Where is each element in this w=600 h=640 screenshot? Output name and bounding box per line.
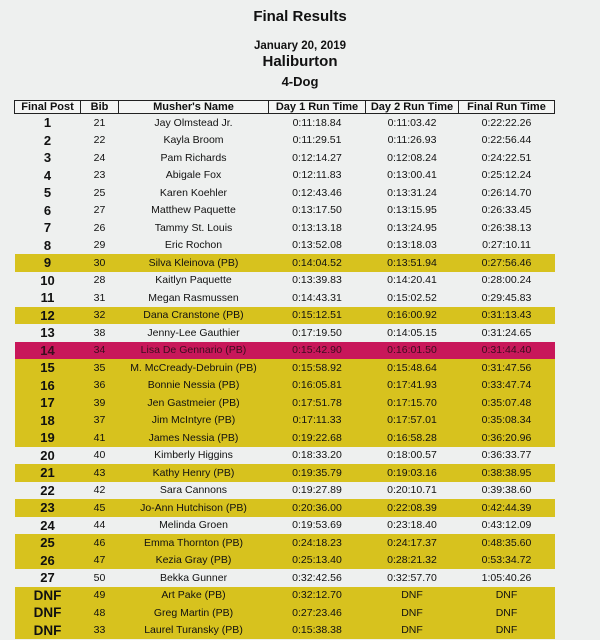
header-bib: Bib: [81, 101, 119, 114]
cell-final-time: 0:31:44.40: [459, 342, 555, 360]
cell-musher-name: Jen Gastmeier (PB): [119, 394, 269, 412]
cell-bib: 44: [93, 519, 106, 532]
table-row: [15, 272, 555, 290]
cell-final-post: DNF: [15, 622, 81, 640]
cell-musher-name: Sara Cannons: [159, 484, 228, 497]
table-row: [15, 254, 555, 272]
cell-day2-time: 0:32:57.70: [387, 571, 437, 584]
cell-final-time: 0:22:22.26: [481, 116, 532, 129]
cell-day1-time: 0:24:18.23: [269, 534, 366, 552]
cell-day1-time: 0:12:43.46: [292, 186, 342, 199]
cell-bib: 41: [81, 429, 119, 447]
cell-bib: 40: [93, 449, 106, 462]
event-date: January 20, 2019: [253, 40, 347, 52]
cell-final-time: 0:39:38.60: [481, 484, 532, 497]
table-row: [15, 237, 555, 255]
cell-bib: 35: [81, 359, 119, 377]
cell-day2-time: 0:14:05.15: [387, 326, 437, 339]
cell-bib: 21: [93, 116, 106, 129]
header-final-post: Final Post: [15, 101, 81, 114]
cell-day1-time: 0:11:18.84: [292, 116, 342, 129]
cell-day2-time: 0:13:51.94: [366, 254, 459, 272]
table-row: [15, 482, 555, 500]
cell-bib: 23: [93, 169, 106, 182]
cell-day1-time: 0:19:35.79: [269, 464, 366, 482]
cell-bib: 49: [81, 587, 119, 605]
cell-final-post: 11: [40, 290, 55, 306]
cell-final-time: 0:43:12.09: [481, 519, 532, 532]
cell-musher-name: Kimberly Higgins: [154, 449, 233, 462]
table-row: [15, 289, 555, 307]
cell-bib: 26: [93, 221, 106, 234]
table-row: [15, 359, 555, 377]
cell-musher-name: Karen Koehler: [159, 186, 228, 199]
cell-day2-time: 0:20:10.71: [387, 484, 437, 497]
cell-final-post: 15: [15, 359, 81, 377]
cell-bib: 47: [81, 552, 119, 570]
cell-day1-time: 0:25:13.40: [269, 552, 366, 570]
cell-final-post: 16: [15, 377, 81, 395]
cell-final-time: 0:24:22.51: [481, 151, 532, 164]
cell-bib: 22: [93, 134, 106, 147]
table-row: [15, 447, 555, 465]
cell-final-time: 0:27:56.46: [459, 254, 555, 272]
cell-bib: 24: [93, 151, 106, 164]
cell-final-post: 24: [40, 517, 55, 533]
table-row: [15, 307, 555, 325]
cell-musher-name: Silva Kleinova (PB): [119, 254, 269, 272]
cell-day1-time: 0:14:04.52: [269, 254, 366, 272]
cell-day2-time: DNF: [366, 587, 459, 605]
cell-final-post: 17: [15, 394, 81, 412]
page-title: Final Results: [253, 8, 347, 25]
cell-final-time: 0:48:35.60: [459, 534, 555, 552]
cell-bib: 34: [81, 342, 119, 360]
cell-bib: 39: [81, 394, 119, 412]
cell-final-post: 27: [40, 570, 55, 586]
cell-bib: 37: [81, 412, 119, 430]
cell-day2-time: 0:13:00.41: [387, 169, 437, 182]
cell-bib: 50: [93, 571, 106, 584]
cell-final-post: 1: [43, 115, 52, 131]
table-row: [15, 569, 555, 587]
cell-musher-name: Art Pake (PB): [119, 587, 269, 605]
cell-day2-time: 0:17:15.70: [366, 394, 459, 412]
cell-final-post: 10: [40, 272, 55, 288]
table-row: [15, 499, 555, 517]
cell-final-time: 0:25:12.24: [481, 169, 532, 182]
header-day1-time: Day 1 Run Time: [269, 101, 366, 114]
cell-day2-time: 0:18:00.57: [387, 449, 437, 462]
cell-bib: 25: [93, 186, 106, 199]
cell-final-post: 13: [40, 325, 55, 341]
cell-day2-time: 0:19:03.16: [366, 464, 459, 482]
cell-musher-name: Bekka Gunner: [159, 571, 228, 584]
cell-musher-name: M. McCready-Debruin (PB): [119, 359, 269, 377]
cell-musher-name: Greg Martin (PB): [119, 604, 269, 622]
table-row: [15, 184, 555, 202]
cell-day1-time: 0:12:11.83: [292, 169, 342, 182]
cell-day2-time: 0:13:31.24: [387, 186, 437, 199]
table-row: [15, 342, 555, 360]
cell-day1-time: 0:17:51.78: [269, 394, 366, 412]
cell-final-post: 18: [15, 412, 81, 430]
cell-musher-name: Melinda Groen: [159, 519, 228, 532]
cell-final-time: 0:35:08.34: [459, 412, 555, 430]
cell-day1-time: 0:13:13.18: [292, 221, 342, 234]
cell-day2-time: 0:16:00.92: [366, 307, 459, 325]
cell-day2-time: 0:13:15.95: [387, 204, 437, 217]
race-category: 4-Dog: [281, 74, 319, 89]
cell-musher-name: Jay Olmstead Jr.: [154, 116, 233, 129]
cell-musher-name: Kaitlyn Paquette: [155, 274, 232, 287]
cell-day2-time: 0:17:57.01: [366, 412, 459, 430]
table-row: [15, 464, 555, 482]
cell-musher-name: Jim McIntyre (PB): [119, 412, 269, 430]
cell-final-time: 0:26:14.70: [481, 186, 532, 199]
cell-day2-time: 0:17:41.93: [366, 377, 459, 395]
cell-final-time: 0:31:47.56: [459, 359, 555, 377]
cell-final-post: 7: [43, 220, 52, 236]
table-row: [15, 412, 555, 430]
cell-musher-name: Abigale Fox: [165, 169, 222, 182]
cell-final-time: 0:36:20.96: [459, 429, 555, 447]
cell-final-post: 21: [15, 464, 81, 482]
cell-final-time: 0:31:13.43: [459, 307, 555, 325]
cell-musher-name: Kathy Henry (PB): [119, 464, 269, 482]
cell-final-post: 5: [43, 185, 52, 201]
cell-day1-time: 0:13:39.83: [292, 274, 342, 287]
cell-musher-name: Kezia Gray (PB): [119, 552, 269, 570]
cell-final-post: 9: [15, 254, 81, 272]
cell-bib: 30: [81, 254, 119, 272]
cell-day2-time: 0:24:17.37: [366, 534, 459, 552]
cell-final-post: DNF: [15, 587, 81, 605]
cell-day1-time: 0:14:43.31: [292, 291, 342, 304]
cell-bib: 27: [93, 204, 106, 217]
cell-final-post: 2: [43, 132, 52, 148]
cell-final-post: DNF: [15, 604, 81, 622]
cell-bib: 38: [93, 326, 106, 339]
table-row: [15, 394, 555, 412]
cell-day1-time: 0:15:38.38: [269, 622, 366, 640]
cell-musher-name: Jenny-Lee Gauthier: [147, 326, 240, 339]
cell-bib: 32: [81, 307, 119, 325]
cell-day2-time: 0:22:08.39: [366, 499, 459, 517]
cell-musher-name: Dana Cranstone (PB): [119, 307, 269, 325]
cell-final-time: 0:53:34.72: [459, 552, 555, 570]
cell-final-time: DNF: [459, 587, 555, 605]
cell-bib: 28: [93, 274, 106, 287]
cell-musher-name: Eric Rochon: [164, 239, 223, 252]
cell-musher-name: Kayla Broom: [163, 134, 224, 147]
header-final-time: Final Run Time: [459, 101, 555, 114]
cell-final-post: 25: [15, 534, 81, 552]
cell-final-time: 0:31:24.65: [481, 326, 532, 339]
table-row: [15, 324, 555, 342]
cell-bib: 31: [93, 291, 106, 304]
cell-day1-time: 0:32:12.70: [269, 587, 366, 605]
cell-final-post: 23: [15, 499, 81, 517]
cell-day1-time: 0:15:12.51: [269, 307, 366, 325]
cell-musher-name: Emma Thornton (PB): [119, 534, 269, 552]
cell-musher-name: Jo-Ann Hutchison (PB): [119, 499, 269, 517]
cell-final-post: 6: [43, 202, 52, 218]
cell-final-post: 19: [15, 429, 81, 447]
cell-final-post: 4: [43, 167, 52, 183]
cell-day2-time: 0:15:02.52: [387, 291, 437, 304]
table-row: [15, 517, 555, 535]
cell-day1-time: 0:11:29.51: [292, 134, 342, 147]
cell-day1-time: 0:19:27.89: [292, 484, 342, 497]
table-row: [15, 622, 555, 640]
event-location: Haliburton: [262, 53, 338, 70]
table-row: [15, 132, 555, 150]
cell-day2-time: 0:28:21.32: [366, 552, 459, 570]
cell-final-time: DNF: [459, 604, 555, 622]
cell-final-time: 0:29:45.83: [481, 291, 532, 304]
cell-day1-time: 0:19:22.68: [269, 429, 366, 447]
cell-day2-time: 0:11:03.42: [387, 116, 437, 129]
table-row: [15, 429, 555, 447]
cell-bib: 33: [81, 622, 119, 640]
cell-day1-time: 0:12:14.27: [292, 151, 342, 164]
cell-day2-time: 0:23:18.40: [387, 519, 437, 532]
cell-day2-time: DNF: [366, 622, 459, 640]
cell-musher-name: James Nessia (PB): [119, 429, 269, 447]
cell-final-post: 26: [15, 552, 81, 570]
cell-day2-time: 0:13:24.95: [387, 221, 437, 234]
cell-day1-time: 0:16:05.81: [269, 377, 366, 395]
table-row: [15, 219, 555, 237]
cell-musher-name: Pam Richards: [160, 151, 227, 164]
cell-final-time: 0:26:33.45: [481, 204, 532, 217]
cell-day2-time: 0:14:20.41: [387, 274, 437, 287]
cell-day1-time: 0:17:11.33: [269, 412, 366, 430]
cell-final-post: 20: [40, 447, 55, 463]
cell-bib: 43: [81, 464, 119, 482]
header-musher-name: Musher's Name: [119, 101, 269, 114]
cell-day2-time: 0:12:08.24: [387, 151, 437, 164]
cell-day1-time: 0:27:23.46: [269, 604, 366, 622]
cell-final-post: 3: [43, 150, 52, 166]
cell-final-time: 1:05:40.26: [481, 571, 532, 584]
cell-final-time: 0:26:38.13: [481, 221, 532, 234]
cell-day1-time: 0:18:33.20: [292, 449, 342, 462]
cell-day1-time: 0:15:42.90: [269, 342, 366, 360]
cell-day1-time: 0:19:53.69: [292, 519, 342, 532]
cell-day2-time: 0:16:58.28: [366, 429, 459, 447]
table-row: [15, 534, 555, 552]
cell-final-time: 0:35:07.48: [459, 394, 555, 412]
table-row: [15, 377, 555, 395]
table-row: [15, 149, 555, 167]
cell-final-time: DNF: [459, 622, 555, 640]
cell-musher-name: Tammy St. Louis: [154, 221, 233, 234]
cell-bib: 36: [81, 377, 119, 395]
cell-final-post: 22: [40, 482, 55, 498]
cell-musher-name: Megan Rasmussen: [148, 291, 239, 304]
cell-day2-time: 0:16:01.50: [366, 342, 459, 360]
cell-final-time: 0:27:10.11: [482, 239, 531, 252]
cell-day1-time: 0:20:36.00: [269, 499, 366, 517]
cell-musher-name: Matthew Paquette: [151, 204, 236, 217]
table-row: [15, 604, 555, 622]
cell-bib: 46: [81, 534, 119, 552]
cell-bib: 45: [81, 499, 119, 517]
table-row: [15, 202, 555, 220]
cell-final-post: 14: [15, 342, 81, 360]
cell-final-time: 0:36:33.77: [481, 449, 532, 462]
cell-musher-name: Bonnie Nessia (PB): [119, 377, 269, 395]
cell-final-post: 8: [43, 237, 52, 253]
cell-final-time: 0:38:38.95: [459, 464, 555, 482]
cell-musher-name: Lisa De Gennario (PB): [119, 342, 269, 360]
cell-final-time: 0:33:47.74: [459, 377, 555, 395]
cell-day2-time: 0:11:26.93: [387, 134, 437, 147]
header-day2-time: Day 2 Run Time: [366, 101, 459, 114]
results-table: [14, 100, 555, 639]
table-row: [15, 114, 555, 132]
cell-day2-time: 0:13:18.03: [387, 239, 437, 252]
table-row: [15, 167, 555, 185]
cell-bib: 48: [81, 604, 119, 622]
cell-bib: 29: [93, 239, 106, 252]
cell-day1-time: 0:13:52.08: [292, 239, 342, 252]
cell-musher-name: Laurel Turansky (PB): [119, 622, 269, 640]
table-row: [15, 552, 555, 570]
cell-final-time: 0:22:56.44: [481, 134, 532, 147]
header-row: [15, 101, 555, 114]
cell-final-time: 0:42:44.39: [459, 499, 555, 517]
cell-day1-time: 0:32:42.56: [292, 571, 342, 584]
cell-day1-time: 0:17:19.50: [292, 326, 342, 339]
cell-bib: 42: [93, 484, 106, 497]
cell-final-time: 0:28:00.24: [481, 274, 532, 287]
table-row: [15, 587, 555, 605]
cell-final-post: 12: [15, 307, 81, 325]
cell-day1-time: 0:15:58.92: [269, 359, 366, 377]
cell-day2-time: DNF: [366, 604, 459, 622]
cell-day1-time: 0:13:17.50: [292, 204, 342, 217]
cell-day2-time: 0:15:48.64: [366, 359, 459, 377]
